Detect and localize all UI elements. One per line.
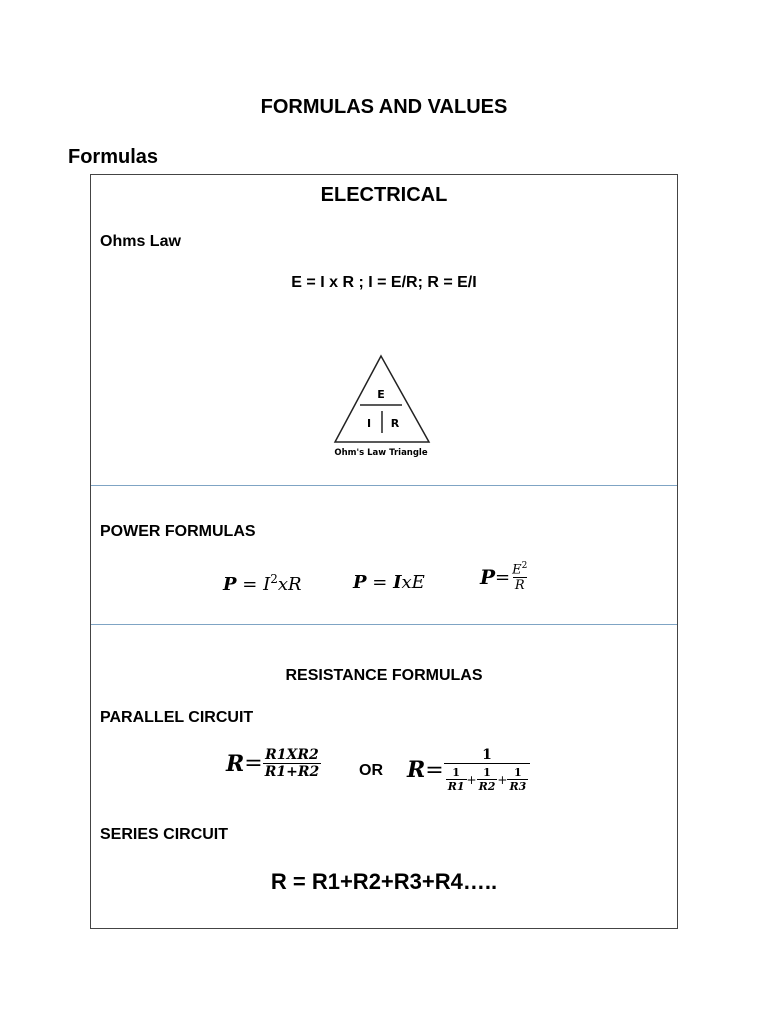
power-formulas-label: POWER FORMULAS xyxy=(100,523,256,540)
triangle-caption: Ohm's Law Triangle xyxy=(334,448,428,458)
parallel-formula-2: R = 1 $\frac{1}{R1}$ + $\frac{1}{R2}$ + $\frac{1}{R3}$ xyxy=(407,747,530,793)
triangle-letter-r: R xyxy=(390,417,400,430)
divider-power-resistance xyxy=(91,624,677,625)
power-formula-2: P = IxE xyxy=(353,572,425,593)
document-title: FORMULAS AND VALUES xyxy=(260,96,508,118)
resistance-formulas-title: RESISTANCE FORMULAS xyxy=(285,667,483,684)
ohms-law-formula: E = I x R ; I = E/R; R = E/I xyxy=(291,274,477,291)
divider-electrical-power xyxy=(91,485,677,486)
section-heading: Formulas xyxy=(68,146,159,168)
formulas-table xyxy=(90,174,678,929)
triangle-letter-e: E xyxy=(377,388,385,401)
electrical-title: ELECTRICAL xyxy=(320,184,448,206)
power-formula-1: $P = I^2xR$ xyxy=(223,572,302,595)
series-circuit-label: SERIES CIRCUIT xyxy=(100,826,229,843)
ohms-law-label: Ohms Law xyxy=(100,233,181,250)
or-label: OR xyxy=(359,762,383,779)
series-formula: R = R1+R2+R3+R4….. xyxy=(270,869,498,894)
triangle-letter-i: I xyxy=(366,417,372,430)
parallel-formula-1: R = $\frac{R1XR2}{R1+R2}$ xyxy=(226,747,320,780)
ohms-law-triangle xyxy=(329,353,439,461)
power-formula-3: P = $\frac{E^2}{R}$ xyxy=(480,561,528,594)
parallel-circuit-label: PARALLEL CIRCUIT xyxy=(100,709,254,726)
